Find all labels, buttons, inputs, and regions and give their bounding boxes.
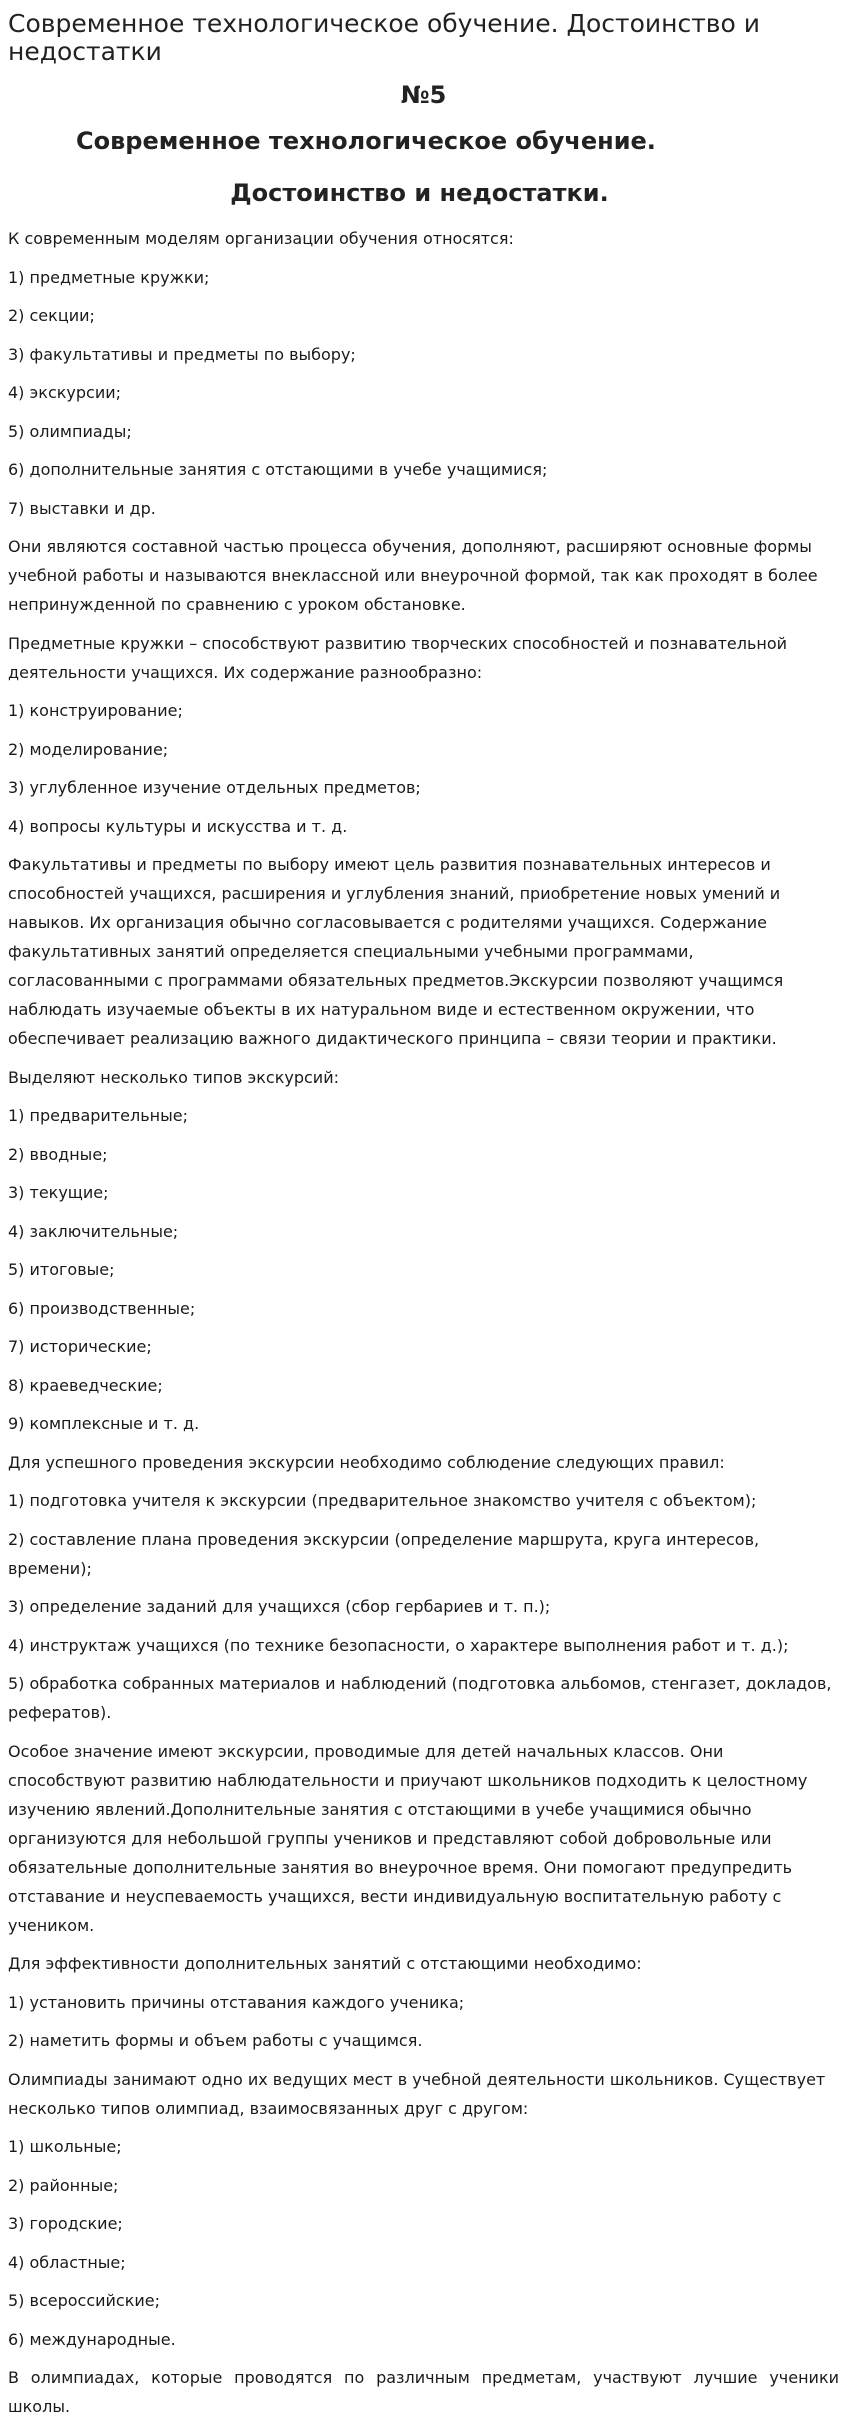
section-number: №5 (400, 81, 447, 109)
list-item: 3) определение заданий для учащихся (сбор гербариев и т. п.); (8, 1597, 551, 1616)
list-item: 3) текущие; (8, 1183, 109, 1202)
paragraph: К современным моделям организации обучения относятся: (8, 229, 514, 248)
list-item: 1) установить причины отставания каждого ученика; (8, 1992, 465, 2012)
paragraph: Они являются составной частью процесса обучения, дополняют, расширяют основные формы учебной работы и называются внеклассной или внеурочной формой, так как проходят в более непринужденной по сравнению с уроком обстановке. (8, 537, 818, 614)
section-heading-line2: Достоинство и недостатки. (230, 179, 609, 207)
list-item: 4) областные; (8, 2252, 126, 2272)
list-item: 4) экскурсии; (8, 383, 122, 402)
article-body (8, 224, 839, 2431)
document-title: Современное технологическое обучение. Достоинство и недостатки (8, 9, 761, 66)
paragraph: Факультативы и предметы по выбору имеют цель развития познавательных интересов и способностей учащихся, расширения и углубления знаний, приобретение новых умений и навыков. Их организация обычно согласовывается с родителями учащихся. Содержание факультативных занятий определяется специальными учебными программами, согласованными с программами обязательных предметов.Экскурсии позволяют учащимся наблюдать изучаемые объекты в их натуральном виде и естественном окружении, что обеспечивает реализацию важного дидактического принципа – связи теории и практики. (8, 855, 784, 1048)
paragraph: В олимпиадах, которые проводятся по различным предметам, участвуют лучшие ученики школы. (8, 2368, 839, 2416)
list-item: 2) наметить формы и объем работы с учащимся. (8, 2031, 423, 2050)
list-item: 2) моделирование; (8, 739, 169, 759)
list-item: 4) инструктаж учащихся (по технике безопасности, о характере выполнения работ и т. д.); (8, 1635, 789, 1655)
list-item: 8) краеведческие; (8, 1375, 163, 1395)
list-item: 5) всероссийские; (8, 2291, 161, 2310)
list-item: 1) подготовка учителя к экскурсии (предварительное знакомство учителя с объектом); (8, 1491, 757, 1510)
section-heading-line1: Современное технологическое обучение. (76, 127, 656, 155)
list-item: 3) углубленное изучение отдельных предметов; (8, 778, 421, 797)
list-item: 1) конструирование; (8, 701, 183, 720)
list-item: 5) олимпиады; (8, 421, 132, 441)
list-item: 5) итоговые; (8, 1260, 115, 1279)
list-item: 3) городские; (8, 2214, 123, 2233)
list-item: 6) международные. (8, 2329, 176, 2349)
list-item: 2) районные; (8, 2175, 119, 2195)
list-item: 2) секции; (8, 306, 95, 325)
paragraph: Особое значение имеют экскурсии, проводимые для детей начальных классов. Они способствуют развитию наблюдательности и приучают школьников подходить к целостному изучению явлений.Дополнительные занятия с отстающими в учебе учащимися обычно организуются для небольшой группы учеников и представляют собой добровольные или обязательные дополнительные занятия во внеурочное время. Они помогают предупредить отставание и неуспеваемость учащихся, вести индивидуальную воспитательную работу с учеником. (8, 1741, 808, 1935)
list-item: 1) предметные кружки; (8, 267, 210, 287)
paragraph: Предметные кружки – способствуют развитию творческих способностей и познавательной деятельности учащихся. Их содержание разнообразно: (8, 633, 788, 682)
paragraph: Олимпиады занимают одно их ведущих мест в учебной деятельности школьников. Существует несколько типов олимпиад, взаимосвязанных друг с другом: (8, 2069, 826, 2118)
list-item: 7) выставки и др. (8, 498, 156, 518)
list-item: 1) предварительные; (8, 1106, 188, 1125)
list-item: 6) дополнительные занятия с отстающими в учебе учащимися; (8, 460, 548, 479)
list-item: 9) комплексные и т. д. (8, 1414, 200, 1433)
list-item: 4) вопросы культуры и искусства и т. д. (8, 816, 348, 836)
paragraph: Выделяют несколько типов экскурсий: (8, 1067, 339, 1087)
list-item: 6) производственные; (8, 1298, 196, 1318)
list-item: 4) заключительные; (8, 1221, 179, 1241)
paragraph: Для эффективности дополнительных занятий с отстающими необходимо: (8, 1954, 642, 1973)
list-item: 5) обработка собранных материалов и наблюдений (подготовка альбомов, стенгазет, докладов, рефератов). (8, 1674, 832, 1722)
list-item: 2) вводные; (8, 1144, 108, 1164)
list-item: 3) факультативы и предметы по выбору; (8, 344, 356, 364)
list-item: 2) составление плана проведения экскурсии (определение маршрута, круга интересов, времени); (8, 1529, 760, 1578)
paragraph: Для успешного проведения экскурсии необходимо соблюдение следующих правил: (8, 1452, 725, 1472)
list-item: 1) школьные; (8, 2137, 122, 2156)
list-item: 7) исторические; (8, 1337, 152, 1356)
